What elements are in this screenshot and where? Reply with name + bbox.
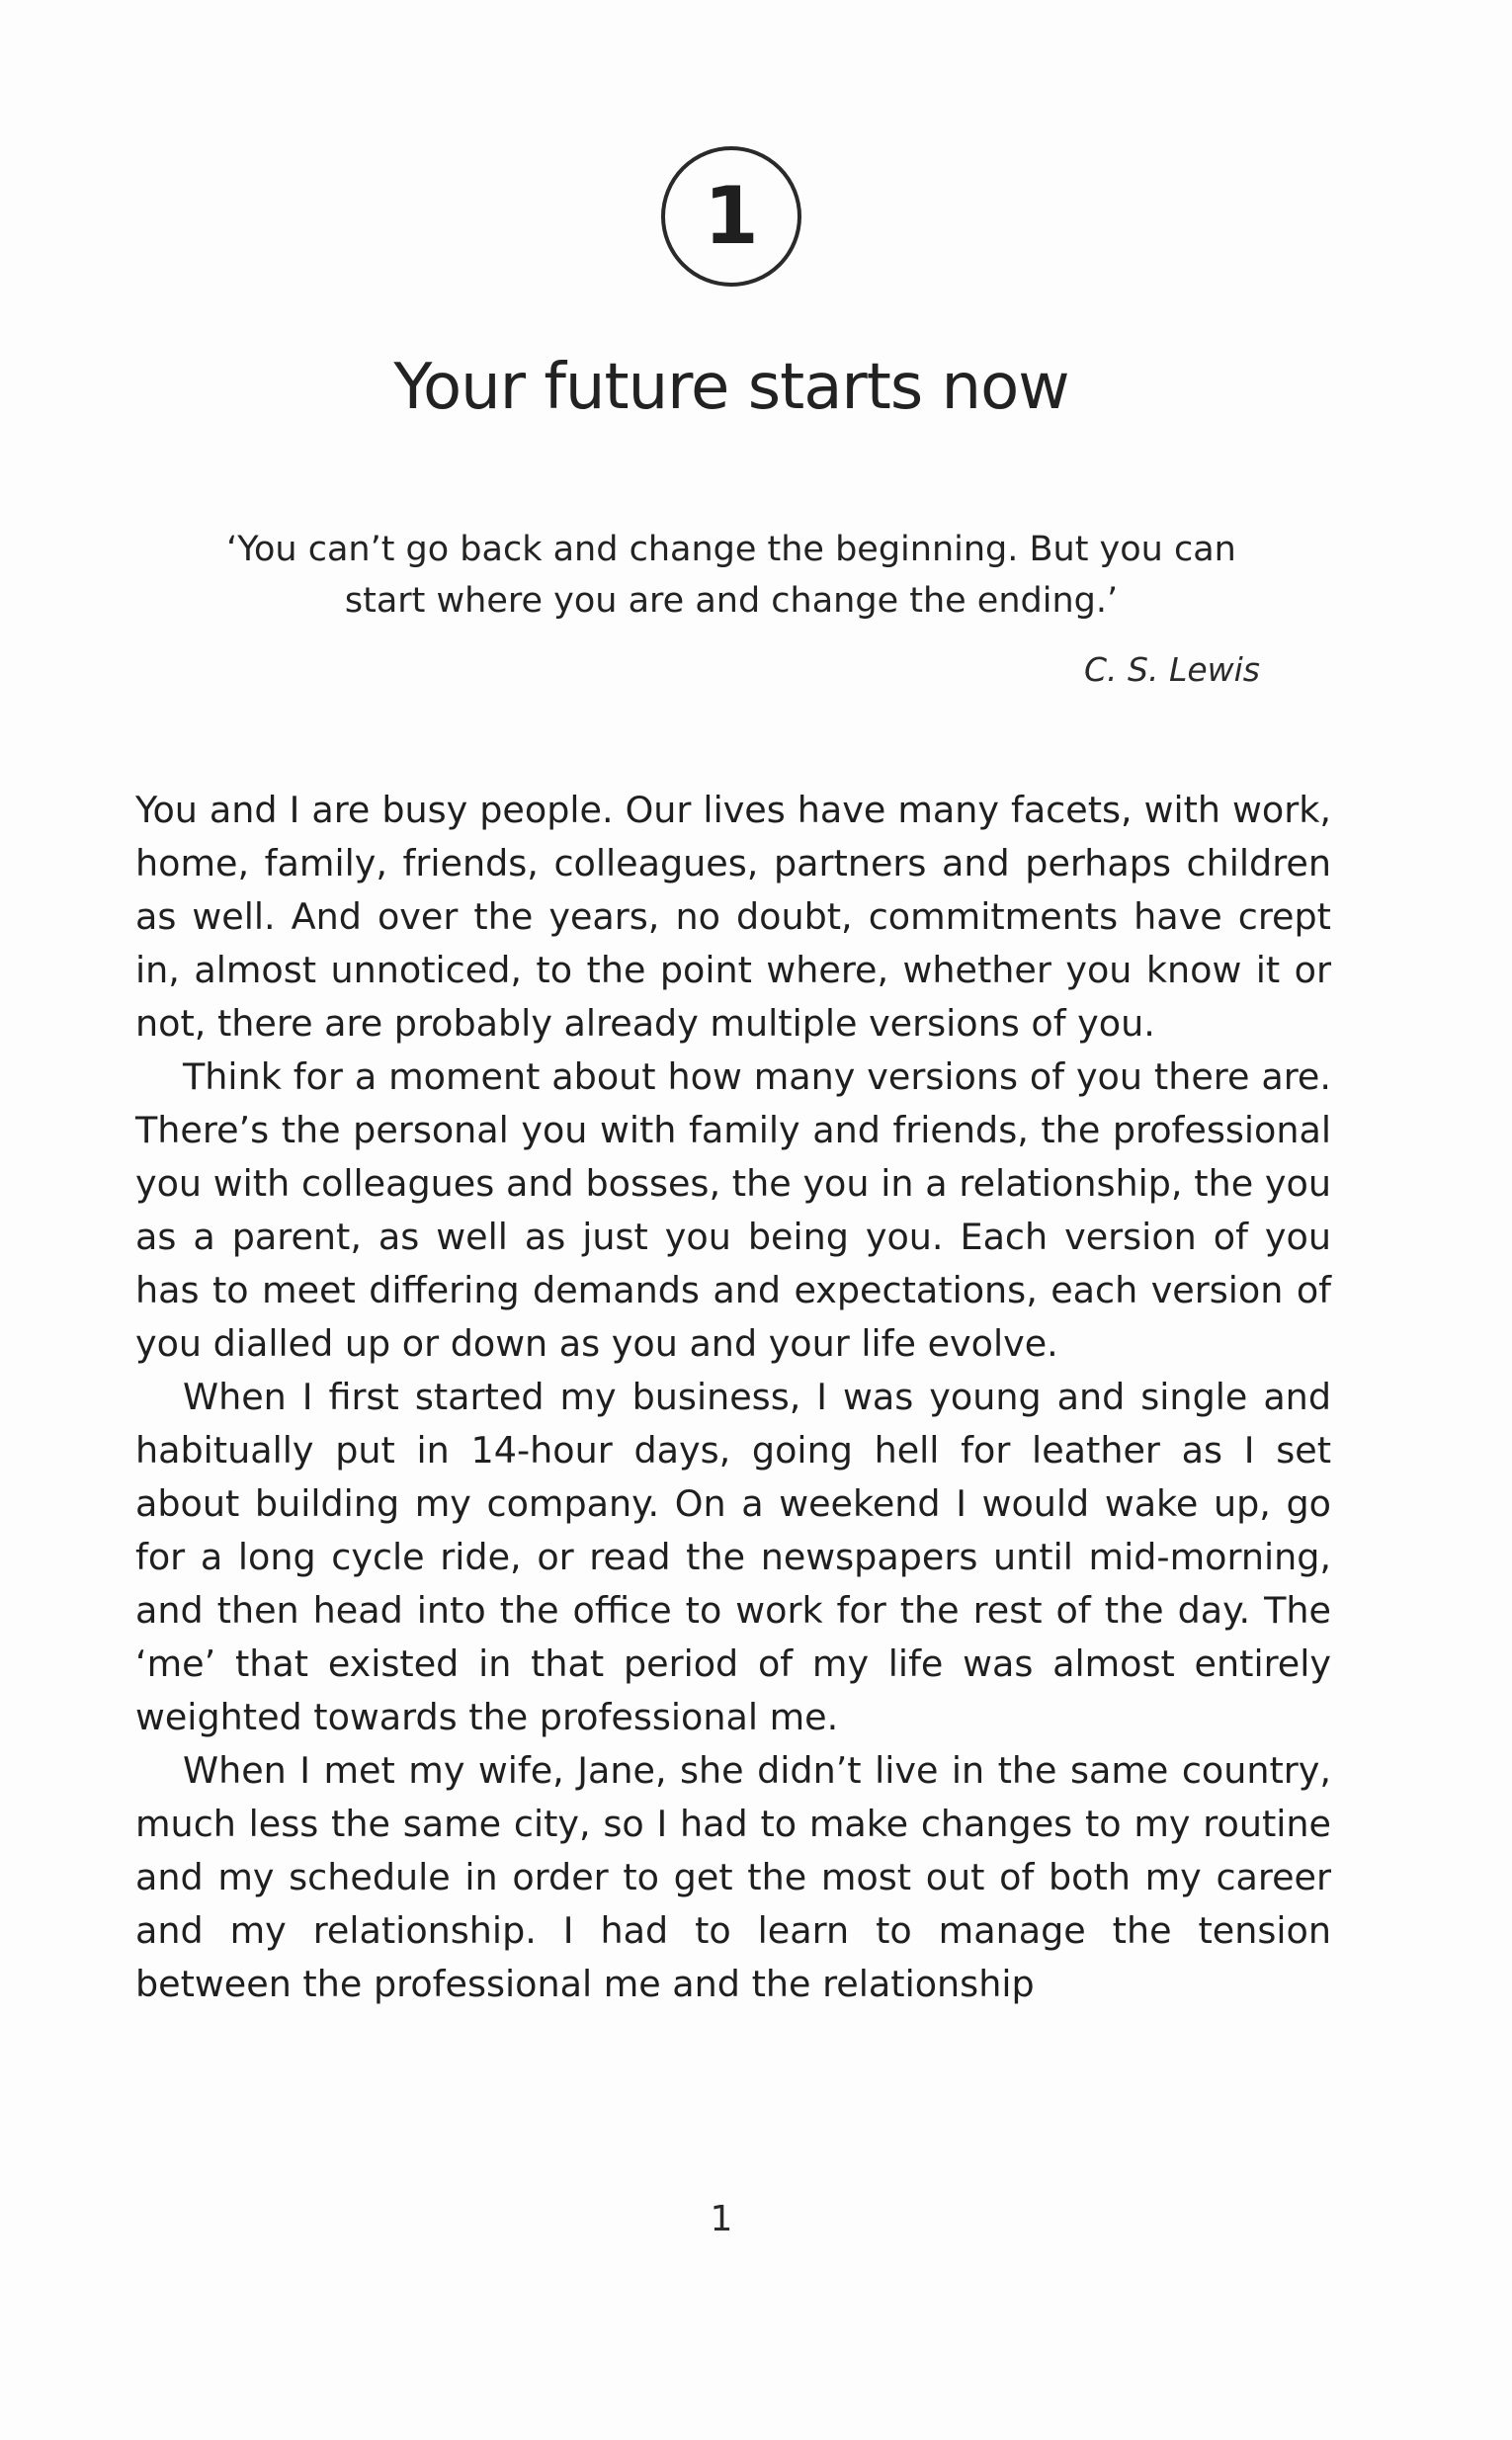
paragraph: Think for a moment about how many versions of you there are. There’s the personal you with family and friends, the professional you with colleagues and bosses, the you in a relationship, the you as a parent, as well as just you being you. Each version of you has to meet differing demands and expectations, each version of you dialled up or down as you and your life evolve. — [135, 1055, 1331, 1365]
epigraph-quote: ‘You can’t go back and change the beginning. But you can start where you are and change the ending.’ — [226, 530, 1236, 621]
chapter-title: Your future starts now — [393, 351, 1069, 424]
paragraph: When I first started my business, I was young and single and habitually put in 14-hour days, going hell for leather as I set about building my company. On a weekend I would wake up, go for a long cycle ride, or read the newspapers until mid-morning, and then head into the office to work for the rest of the day. The ‘me’ that existed in that period of my life was almost entirely weighted towards the professional me. — [135, 1376, 1331, 1738]
paragraph: You and I are busy people. Our lives have many facets, with work, home, family, friends, colleagues, partners and perhaps children as well. And over the years, no doubt, commitments have crept in, almost unnoticed, to the point where, whether you know it or not, there are probably already multiple versions of you. — [135, 789, 1331, 1045]
paragraph: When I met my wife, Jane, she didn’t live in the same country, much less the same city, so I had to make changes to my routine and my schedule in order to get the most out of both my career and my relationship. I had to learn to manage the tension between the professional me and the relationship — [135, 1749, 1331, 2005]
chapter-number: 1 — [704, 170, 759, 262]
page-number: 1 — [710, 2199, 733, 2239]
epigraph-author: C. S. Lewis — [1084, 650, 1260, 689]
chapter-number-badge — [661, 146, 801, 287]
body-text — [135, 784, 1331, 2011]
